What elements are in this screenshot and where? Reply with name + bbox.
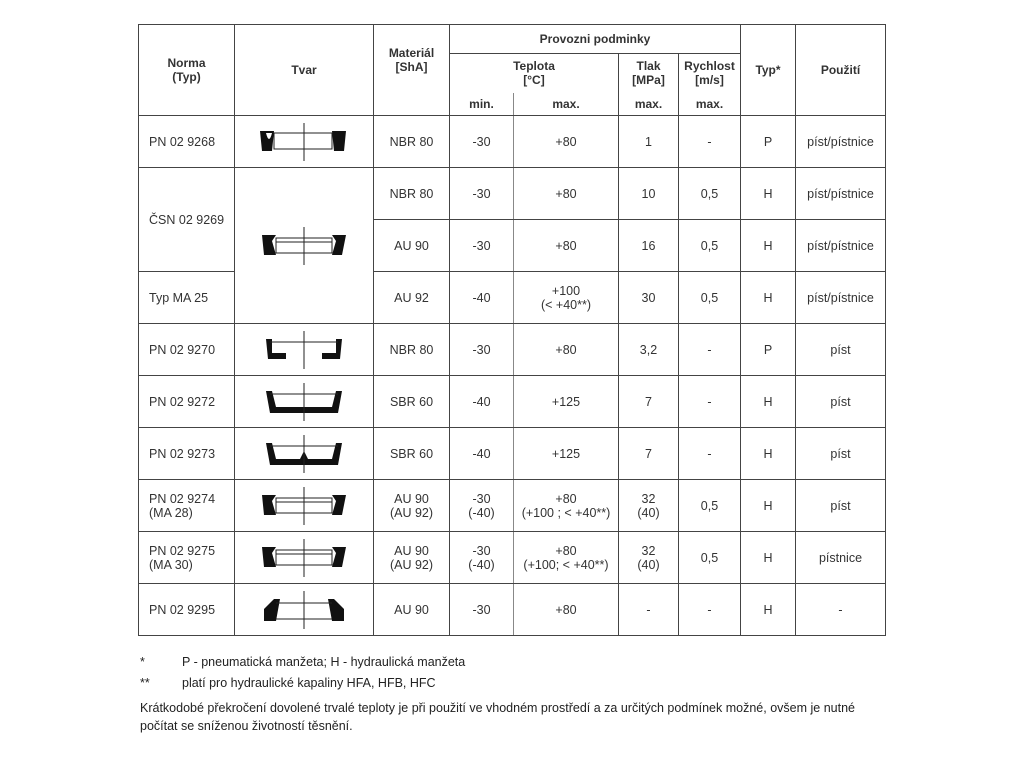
cell-tmin: -30 [450, 324, 514, 376]
seal-profile-icon [259, 591, 349, 629]
cell-tlak: 1 [619, 116, 679, 168]
table-row [139, 584, 886, 636]
table-row [139, 428, 886, 480]
cell-material: AU 90 (AU 92) [374, 532, 450, 584]
cell-rychlost: 0,5 [679, 272, 741, 324]
cell-tlak: 3,2 [619, 324, 679, 376]
cell-rychlost: 0,5 [679, 168, 741, 220]
cell-typ: P [741, 116, 796, 168]
table-row [139, 324, 886, 376]
cell-tmin: -30 [450, 584, 514, 636]
cell-tlak: 32 (40) [619, 480, 679, 532]
cell-material: AU 90 [374, 220, 450, 272]
seal-profile-icon [259, 487, 349, 525]
cell-tlak: 30 [619, 272, 679, 324]
cell-tmax: +80 (+100; < +40**) [514, 532, 619, 584]
header-typ: Typ* [741, 25, 796, 116]
seal-profile-icon [259, 123, 349, 161]
cell-material: NBR 80 [374, 116, 450, 168]
header-norma: Norma (Typ) [139, 25, 235, 116]
cell-pouziti: píst [796, 428, 886, 480]
cell-material: SBR 60 [374, 428, 450, 480]
cell-rychlost: 0,5 [679, 480, 741, 532]
cell-tmax: +100 (< +40**) [514, 272, 619, 324]
cell-pouziti: píst/pístnice [796, 220, 886, 272]
cell-tmax: +80 (+100 ; < +40**) [514, 480, 619, 532]
cell-pouziti: píst/pístnice [796, 116, 886, 168]
cell-tvar [235, 480, 374, 532]
cell-rychlost: 0,5 [679, 532, 741, 584]
header-teplota: Teplota [°C] [450, 54, 619, 93]
header-pouziti: Použití [796, 25, 886, 116]
cell-norma: PN 02 9275 (MA 30) [139, 532, 235, 584]
cell-rychlost: - [679, 376, 741, 428]
seal-profile-icon [259, 227, 349, 265]
footnote: ** platí pro hydraulické kapaliny HFA, HFB, HFC [140, 676, 436, 690]
cell-tmin: -30 [450, 116, 514, 168]
cell-tmin: -40 [450, 428, 514, 480]
cell-tvar [235, 116, 374, 168]
seal-profile-icon [259, 435, 349, 473]
footnote: * P - pneumatická manžeta; H - hydraulická manžeta [140, 655, 466, 669]
cell-tvar [235, 428, 374, 480]
cell-tlak: 7 [619, 428, 679, 480]
cell-tlak: 10 [619, 168, 679, 220]
cell-tmin: -40 [450, 376, 514, 428]
cell-tmax: +80 [514, 168, 619, 220]
seal-table [138, 24, 886, 636]
cell-typ: H [741, 480, 796, 532]
cell-tmin: -30 (-40) [450, 480, 514, 532]
table-row [139, 532, 886, 584]
cell-typ: H [741, 532, 796, 584]
cell-tlak: 7 [619, 376, 679, 428]
cell-material: NBR 80 [374, 168, 450, 220]
cell-typ: H [741, 272, 796, 324]
cell-tmin: -30 (-40) [450, 532, 514, 584]
cell-norma: PN 02 9273 [139, 428, 235, 480]
cell-typ: H [741, 168, 796, 220]
cell-norma: PN 02 9270 [139, 324, 235, 376]
cell-tvar [235, 324, 374, 376]
cell-tvar [235, 168, 374, 324]
cell-tmin: -30 [450, 168, 514, 220]
cell-tmax: +125 [514, 428, 619, 480]
cell-material: AU 92 [374, 272, 450, 324]
cell-material: AU 90 [374, 584, 450, 636]
cell-material: SBR 60 [374, 376, 450, 428]
cell-rychlost: - [679, 116, 741, 168]
note-text: Krátkodobé překročení dovolené trvalé teploty je při použití ve vhodném prostředí a za určitých podmínek možné, ovšem je nutné počítat se sníženou životností těsnění. [140, 701, 855, 733]
cell-norma: PN 02 9268 [139, 116, 235, 168]
cell-pouziti: pístnice [796, 532, 886, 584]
header-tlak: Tlak [MPa] [619, 54, 679, 93]
cell-pouziti: píst [796, 480, 886, 532]
cell-tmin: -30 [450, 220, 514, 272]
cell-tmax: +80 [514, 220, 619, 272]
cell-typ: P [741, 324, 796, 376]
cell-tmax: +80 [514, 584, 619, 636]
cell-tlak: 16 [619, 220, 679, 272]
cell-rychlost: - [679, 324, 741, 376]
seal-profile-icon [259, 331, 349, 369]
seal-profile-icon [259, 539, 349, 577]
cell-material: NBR 80 [374, 324, 450, 376]
cell-typ: H [741, 428, 796, 480]
cell-tmax: +80 [514, 324, 619, 376]
cell-pouziti: píst [796, 376, 886, 428]
header-max: max. [514, 93, 619, 116]
cell-pouziti: píst/pístnice [796, 272, 886, 324]
cell-tvar [235, 376, 374, 428]
cell-rychlost: - [679, 584, 741, 636]
header-tvar: Tvar [235, 25, 374, 116]
table-row [139, 480, 886, 532]
cell-tvar [235, 584, 374, 636]
header-rychlost: Rychlost [m/s] [679, 54, 741, 93]
cell-material: AU 90 (AU 92) [374, 480, 450, 532]
table-row [139, 116, 886, 168]
header-material: Materiál [ShA] [374, 25, 450, 116]
table-row [139, 168, 886, 220]
cell-tvar [235, 532, 374, 584]
header-tlak-max: max. [619, 93, 679, 116]
cell-pouziti: - [796, 584, 886, 636]
cell-tlak: - [619, 584, 679, 636]
cell-tmax: +80 [514, 116, 619, 168]
cell-rychlost: 0,5 [679, 220, 741, 272]
cell-norma: Typ MA 25 [139, 272, 235, 324]
header-provozni: Provozni podminky [450, 25, 741, 54]
header-min: min. [450, 93, 514, 116]
cell-norma: ČSN 02 9269 [139, 168, 235, 272]
cell-tmin: -40 [450, 272, 514, 324]
cell-typ: H [741, 220, 796, 272]
cell-norma: PN 02 9274 (MA 28) [139, 480, 235, 532]
cell-pouziti: píst [796, 324, 886, 376]
cell-typ: H [741, 584, 796, 636]
cell-typ: H [741, 376, 796, 428]
seal-profile-icon [259, 383, 349, 421]
header-rychlost-max: max. [679, 93, 741, 116]
cell-tlak: 32 (40) [619, 532, 679, 584]
cell-norma: PN 02 9272 [139, 376, 235, 428]
cell-tmax: +125 [514, 376, 619, 428]
cell-pouziti: píst/pístnice [796, 168, 886, 220]
cell-norma: PN 02 9295 [139, 584, 235, 636]
cell-rychlost: - [679, 428, 741, 480]
table-row [139, 376, 886, 428]
